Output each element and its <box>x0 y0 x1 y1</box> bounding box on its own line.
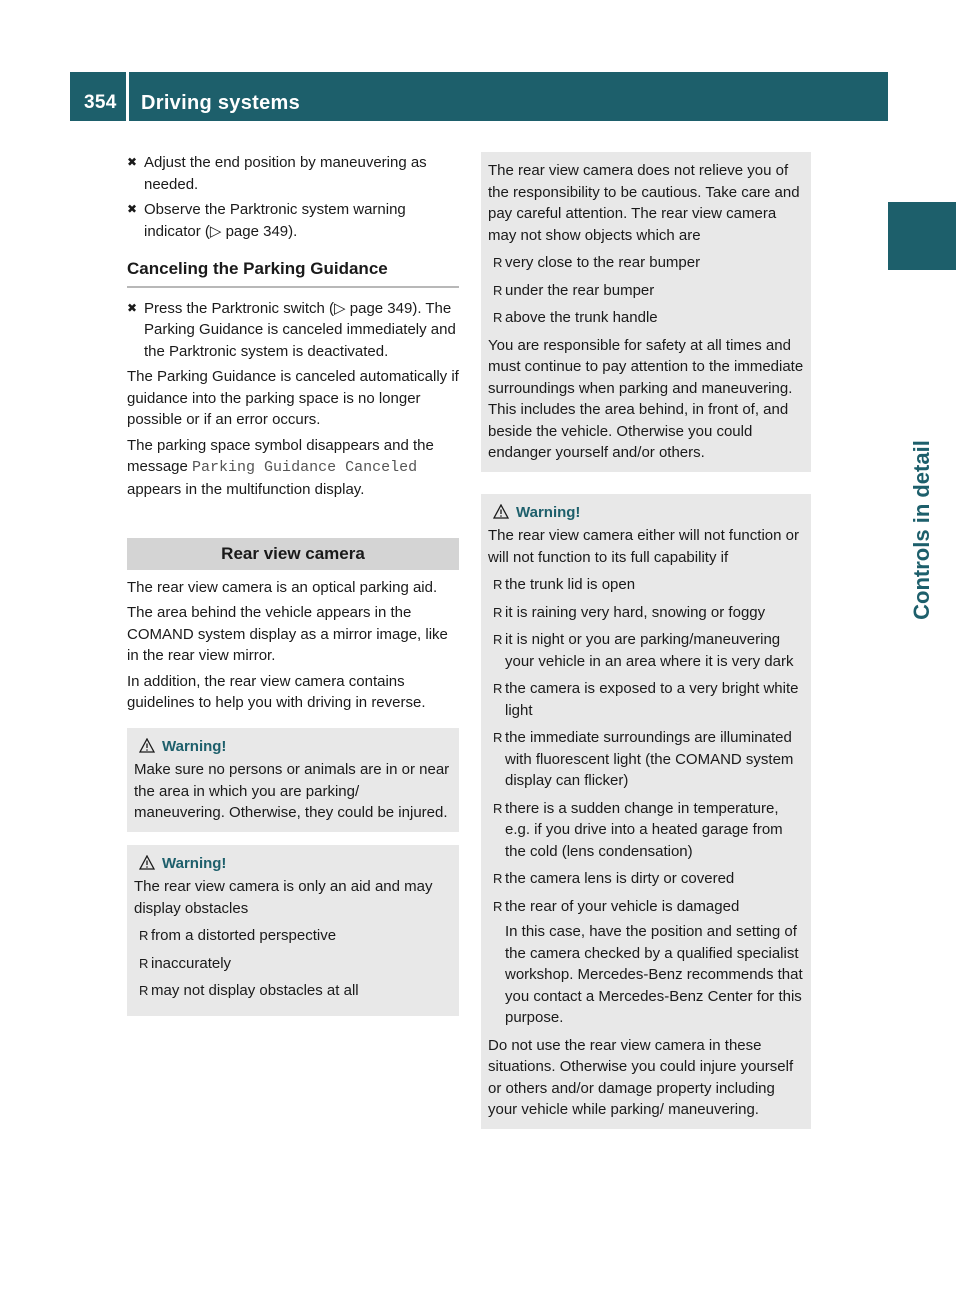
list-item: R it is raining very hard, snowing or foggy <box>493 603 766 621</box>
left-column <box>127 152 459 1029</box>
paragraph: The rear view camera is an optical parking aid. <box>127 578 438 596</box>
warning-triangle-icon <box>139 855 155 870</box>
paragraph: The Parking Guidance is canceled automatically if guidance into the parking space is no longer possible or if an error occurs. <box>127 368 459 428</box>
warning-triangle-icon <box>493 504 509 519</box>
step-item: ✖ Observe the Parktronic system warning indicator (▷ page 349). <box>127 201 406 240</box>
arrow-right-icon: ✖ <box>127 155 138 169</box>
display-message: Parking Guidance Canceled <box>192 459 418 476</box>
list-item: R above the trunk handle <box>493 309 658 326</box>
warning-text: The rear view camera either will not function or will not function to its full capability if <box>488 527 799 566</box>
list-item: R from a distorted perspective <box>139 927 337 944</box>
paragraph: The parking space symbol disappears and the message Parking Guidance Canceled appears in the multifunction display. <box>127 436 434 498</box>
damaged-note: In this case, have the position and setting of the camera checked by a qualified specialist workshop. Mercedes-Benz recommends that you contact a Mercedes-Benz Center for this purpose. <box>505 923 803 1026</box>
list-item: R the rear of your vehicle is damaged In this case, have the position and setting of the camera checked by a qualified specialist workshop. Mercedes-Benz recommends that you contact a Mercedes-Benz Center for this purpose. <box>488 896 804 1029</box>
arrow-right-icon: ✖ <box>127 202 138 216</box>
list-item: R the trunk lid is open <box>493 576 636 593</box>
warning-box <box>481 494 811 1129</box>
step-item: ✖ Adjust the end position by maneuvering as needed. <box>127 154 427 193</box>
warning-title: Warning! <box>488 502 804 524</box>
list-item: R the camera is exposed to a very bright white light <box>493 680 799 719</box>
list-item: R may not display obstacles at all <box>139 982 359 999</box>
warning-text: Make sure no persons or animals are in or near the area in which you are parking/ maneuvering. Otherwise, they could be injured. <box>134 761 450 821</box>
list-item: R very close to the rear bumper <box>493 254 701 271</box>
header-divider <box>126 72 129 121</box>
side-tab-marker <box>888 202 956 270</box>
arrow-right-icon: ✖ <box>127 300 138 315</box>
note-box <box>481 152 811 472</box>
note-text: The rear view camera does not relieve you of the responsibility to be cautious. Take care and pay careful attention. The rear view camera may not show objects which are <box>488 162 800 244</box>
warning-box <box>127 845 459 1016</box>
list-item: R the immediate surroundings are illuminated with fluorescent light (the COMAND system display can flicker) <box>493 729 794 789</box>
warning-triangle-icon <box>139 738 155 753</box>
heading-rear-view-camera: Rear view camera <box>127 538 459 570</box>
page-number: 354 <box>84 92 117 113</box>
note-text: You are responsible for safety at all times and must continue to pay attention to the immediate surroundings when parking and maneuvering. This includes the area behind, in front of, and beside the vehicle. Otherwise you could endanger yourself and/or others. <box>488 336 804 461</box>
list-item: R inaccurately <box>139 954 232 972</box>
list-item: R there is a sudden change in temperature, e.g. if you drive into a heated garage from the cold (lens condensation) <box>493 799 783 860</box>
section-title: Driving systems <box>141 92 301 114</box>
warning-title: Warning! <box>134 736 452 758</box>
list-item: R the camera lens is dirty or covered <box>493 870 735 887</box>
step-item: ✖ Press the Parktronic switch (▷ page 349). The Parking Guidance is canceled immediately and the Parktronic system is deactivated. <box>127 299 456 360</box>
warning-box <box>127 728 459 832</box>
warning-title: Warning! <box>134 853 452 875</box>
side-tab-label: Controls in detail <box>909 440 934 620</box>
paragraph: In addition, the rear view camera contains guidelines to help you with driving in reverse. <box>127 672 426 711</box>
warning-text: The rear view camera is only an aid and may display obstacles <box>134 878 433 917</box>
list-item: R under the rear bumper <box>493 281 655 299</box>
list-item: R it is night or you are parking/maneuvering your vehicle in an area where it is very dark <box>493 631 794 670</box>
right-column <box>481 152 811 1142</box>
warning-text: Do not use the rear view camera in these situations. Otherwise you could injure yourself or others and/or damage property including your vehicle while parking/ maneuvering. <box>488 1036 794 1118</box>
heading-canceling: Canceling the Parking Guidance <box>127 246 459 288</box>
paragraph: The area behind the vehicle appears in the COMAND system display as a mirror image, like in the rear view mirror. <box>127 604 448 664</box>
